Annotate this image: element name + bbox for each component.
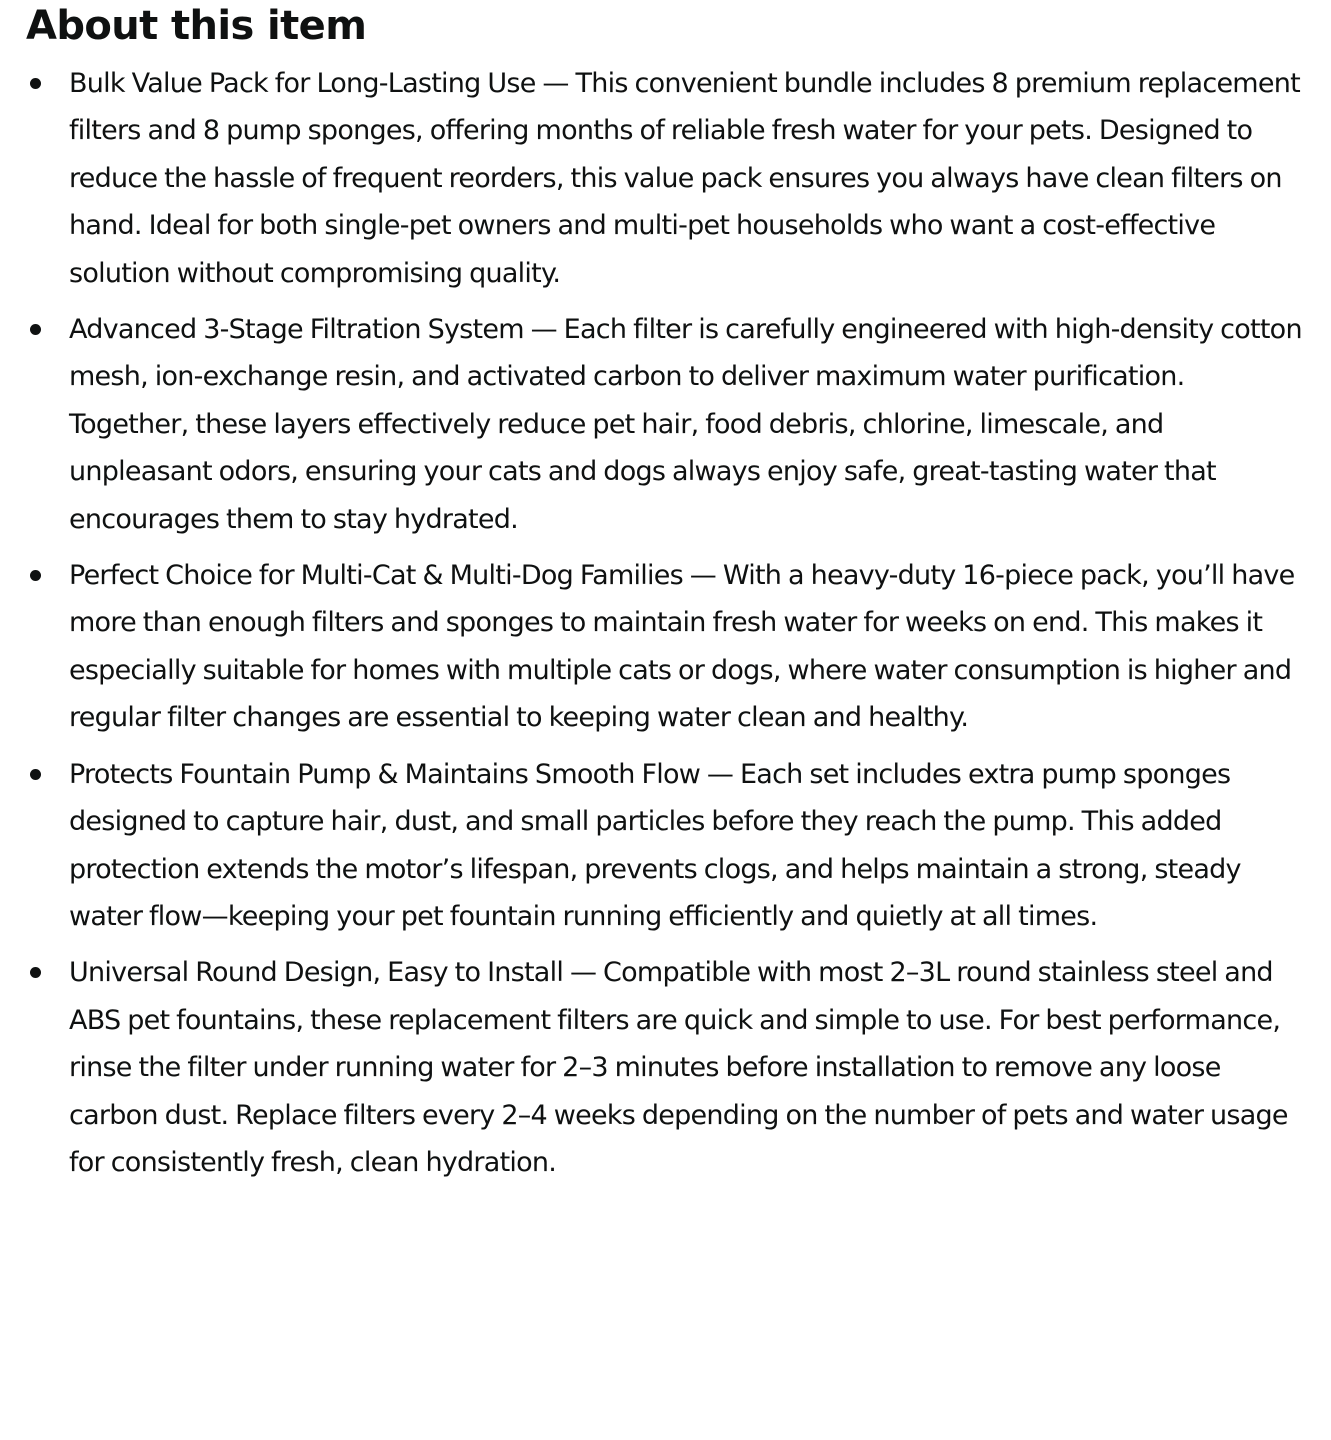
feature-bullet-pump-protection — [26, 751, 1307, 941]
feature-bullet-text: Bulk Value Pack for Long-Lasting Use — This convenient bundle includes 8 premium replacement filters and 8 pump sponges, offering months of reliable fresh water for your pets. Designed to reduce the hassle of frequent reorders, this value pack ensures you always have clean filters on hand. Ideal for both single-pet owners and multi-pet households who want a cost-effective solution without compromising quality. — [69, 68, 1300, 289]
feature-bullet-text: Advanced 3-Stage Filtration System — Each filter is carefully engineered with high-density cotton mesh, ion-exchange resin, and activated carbon to deliver maximum water purification. Together, these layers effectively reduce pet hair, food debris, chlorine, limescale, and unpleasant odors, ensuring your cats and dogs always enjoy safe, great-tasting water that encourages them to stay hydrated. — [69, 314, 1302, 535]
feature-bullet-multi-pet-families — [26, 552, 1307, 742]
bullet-dot-icon — [30, 324, 41, 335]
feature-bullet-list — [26, 60, 1307, 1186]
feature-bullet-universal-design — [26, 949, 1307, 1186]
bullet-dot-icon — [30, 967, 41, 978]
feature-bullet-bulk-value-pack — [26, 60, 1307, 297]
feature-bullet-filtration-system — [26, 306, 1307, 543]
section-title: About this item — [26, 3, 367, 49]
bullet-dot-icon — [30, 570, 41, 581]
feature-bullet-text: Protects Fountain Pump & Maintains Smooth Flow — Each set includes extra pump sponges designed to capture hair, dust, and small particles before they reach the pump. This added protection extends the motor’s lifespan, prevents clogs, and helps maintain a strong, steady water flow—keeping your pet fountain running efficiently and quietly at all times. — [69, 758, 1241, 932]
feature-bullet-text: Perfect Choice for Multi-Cat & Multi-Dog Families — With a heavy-duty 16-piece pack, you’ll have more than enough filters and sponges to maintain fresh water for weeks on end. This makes it especially suitable for homes with multiple cats or dogs, where water consumption is higher and regular filter changes are essential to keeping water clean and healthy. — [69, 560, 1295, 734]
bullet-dot-icon — [30, 78, 41, 89]
bullet-dot-icon — [30, 769, 41, 780]
feature-bullet-text: Universal Round Design, Easy to Install — Compatible with most 2–3L round stainless steel and ABS pet fountains, these replacement filters are quick and simple to use. For best performance, rinse the filter under running water for 2–3 minutes before installation to remove any loose carbon dust. Replace filters every 2–4 weeks depending on the number of pets and water usage for consistently fresh, clean hydration. — [69, 957, 1288, 1178]
